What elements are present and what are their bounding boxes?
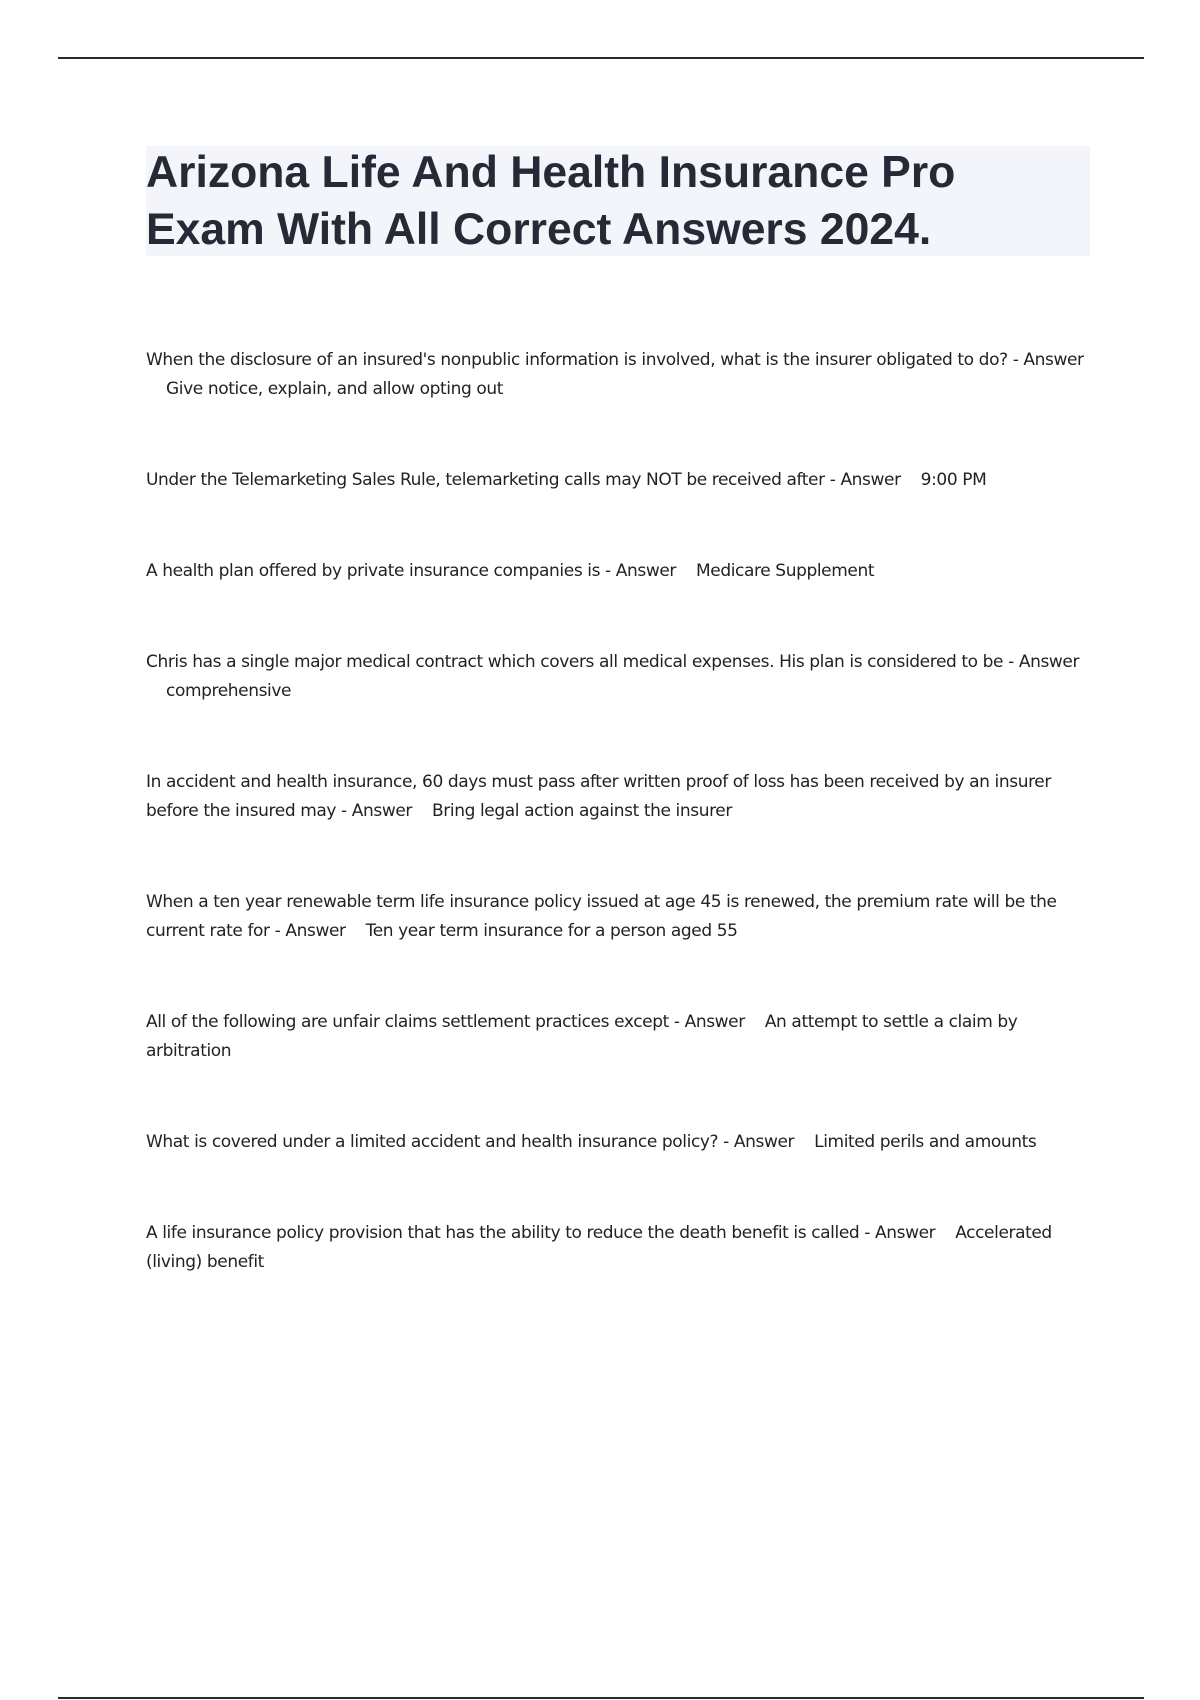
question-text: A life insurance policy provision that has the ability to reduce the death benefit is called - Answer bbox=[146, 1223, 936, 1243]
qa-item bbox=[146, 346, 1096, 404]
qa-item bbox=[146, 888, 1096, 946]
question-text: What is covered under a limited accident and health insurance policy? - Answer bbox=[146, 1132, 795, 1152]
answer-text: Accelerated (living) benefit bbox=[146, 1223, 1052, 1272]
qa-item bbox=[146, 1219, 1096, 1277]
answer-text: Ten year term insurance for a person aged 55 bbox=[365, 921, 738, 941]
page-title: Arizona Life And Health Insurance Pro Exam With All Correct Answers 2024. bbox=[146, 148, 956, 254]
qa-item bbox=[146, 1008, 1096, 1066]
answer-text: Limited perils and amounts bbox=[814, 1132, 1037, 1152]
answer-text: Medicare Supplement bbox=[696, 561, 875, 581]
question-text: When a ten year renewable term life insurance policy issued at age 45 is renewed, the premium rate will be the current rate for - Answer bbox=[146, 892, 1057, 941]
bottom-rule bbox=[58, 1697, 1144, 1699]
answer-text: Bring legal action against the insurer bbox=[432, 801, 732, 821]
question-text: In accident and health insurance, 60 days must pass after written proof of loss has been received by an insurer before the insured may - Answer bbox=[146, 772, 1051, 821]
title-block bbox=[146, 146, 1090, 256]
qa-item bbox=[146, 648, 1096, 706]
question-text: Under the Telemarketing Sales Rule, telemarketing calls may NOT be received after - Answer bbox=[146, 470, 901, 490]
qa-item bbox=[146, 1128, 1096, 1157]
qa-item bbox=[146, 768, 1096, 826]
qa-item bbox=[146, 466, 1096, 495]
answer-text: comprehensive bbox=[166, 681, 292, 701]
question-text: A health plan offered by private insurance companies is - Answer bbox=[146, 561, 677, 581]
answer-text: 9:00 PM bbox=[920, 470, 987, 490]
answer-text: Give notice, explain, and allow opting out bbox=[166, 379, 504, 399]
answer-text: An attempt to settle a claim by arbitration bbox=[146, 1012, 1018, 1061]
top-rule bbox=[58, 57, 1144, 59]
question-text: Chris has a single major medical contract which covers all medical expenses. His plan is considered to be - Answer bbox=[146, 652, 1080, 672]
question-text: When the disclosure of an insured's nonpublic information is involved, what is the insurer obligated to do? - Answer bbox=[146, 350, 1084, 370]
qa-list bbox=[146, 346, 1096, 1277]
qa-item bbox=[146, 557, 1096, 586]
question-text: All of the following are unfair claims settlement practices except - Answer bbox=[146, 1012, 745, 1032]
